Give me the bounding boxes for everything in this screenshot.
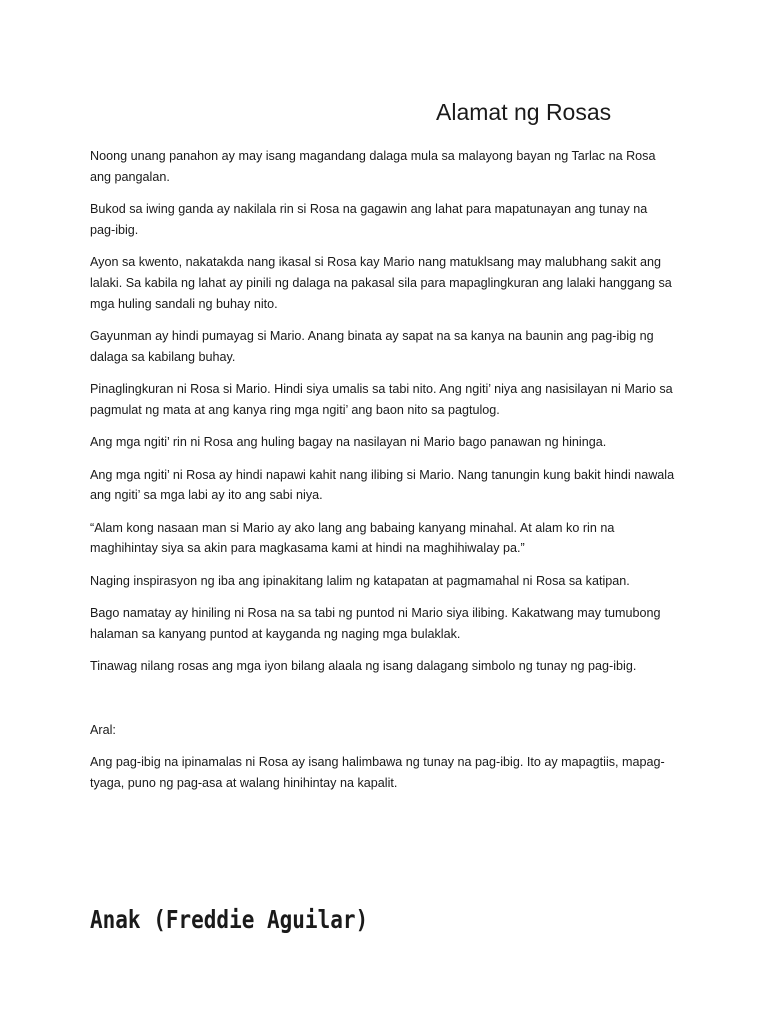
paragraph: Noong unang panahon ay may isang magandang dalaga mula sa malayong bayan ng Tarlac na Rosa ang pangalan.	[90, 149, 656, 184]
paragraph: Bukod sa iwing ganda ay nakilala rin si Rosa na gagawin ang lahat para mapatunayan ang tunay na pag-ibig.	[90, 202, 648, 237]
paragraph: Tinawag nilang rosas ang mga iyon bilang alaala ng isang dalagang simbolo ng tunay ng pag-ibig.	[90, 659, 637, 674]
paragraph: Bago namatay ay hiniling ni Rosa na sa tabi ng puntod ni Mario siya ilibing. Kakatwang may tumubong halaman sa kanyang puntod at kayganda ng naging mga bulaklak.	[90, 606, 661, 641]
document-title: Alamat ng Rosas	[436, 99, 612, 125]
paragraph: Gayunman ay hindi pumayag si Mario. Anang binata ay sapat na sa kanya na baunin ang pag-ibig ng dalaga sa kabilang buhay.	[90, 329, 654, 364]
paragraph: Ang mga ngiti’ rin ni Rosa ang huling bagay na nasilayan ni Mario bago panawan ng hininga.	[90, 435, 607, 450]
paragraph: Naging inspirasyon ng iba ang ipinakitang lalim ng katapatan at pagmamahal ni Rosa sa katipan.	[90, 573, 630, 588]
next-section-title: Anak (Freddie Aguilar)	[90, 905, 369, 934]
paragraph: Pinaglingkuran ni Rosa si Mario. Hindi siya umalis sa tabi nito. Ang ngiti’ niya ang nasisilayan ni Mario sa pagmulat ng mata at ang kanya ring mga ngiti’ ang baon nito sa pagtulog.	[90, 382, 673, 417]
paragraph: Ang mga ngiti’ ni Rosa ay hindi napawi kahit nang ilibing si Mario. Nang tanungin kung bakit hindi nawala ang ngiti’ sa mga labi ay ito ang sabi niya.	[90, 467, 675, 503]
story-body	[90, 146, 675, 688]
moral-text: Ang pag-ibig na ipinamalas ni Rosa ay isang halimbawa ng tunay na pag-ibig. Ito ay mapagtiis, mapag-tyaga, puno ng pag-asa at walang hinihintay na kapalit.	[90, 755, 665, 790]
paragraph: “Alam kong nasaan man si Mario ay ako lang ang babaing kanyang minahal. At alam ko rin na maghihintay siya sa akin para magkasama kami at hindi na maghihiwalay pa.”	[90, 520, 615, 556]
moral-label: Aral:	[90, 723, 116, 737]
paragraph: Ayon sa kwento, nakatakda nang ikasal si Rosa kay Mario nang matuklsang may malubhang sakit ang lalaki. Sa kabila ng lahat ay pinili ng dalaga na pakasal sila para mapaglingkuran ang lalaki hanggang sa mga huling sandali ng buhay nito.	[90, 255, 672, 311]
